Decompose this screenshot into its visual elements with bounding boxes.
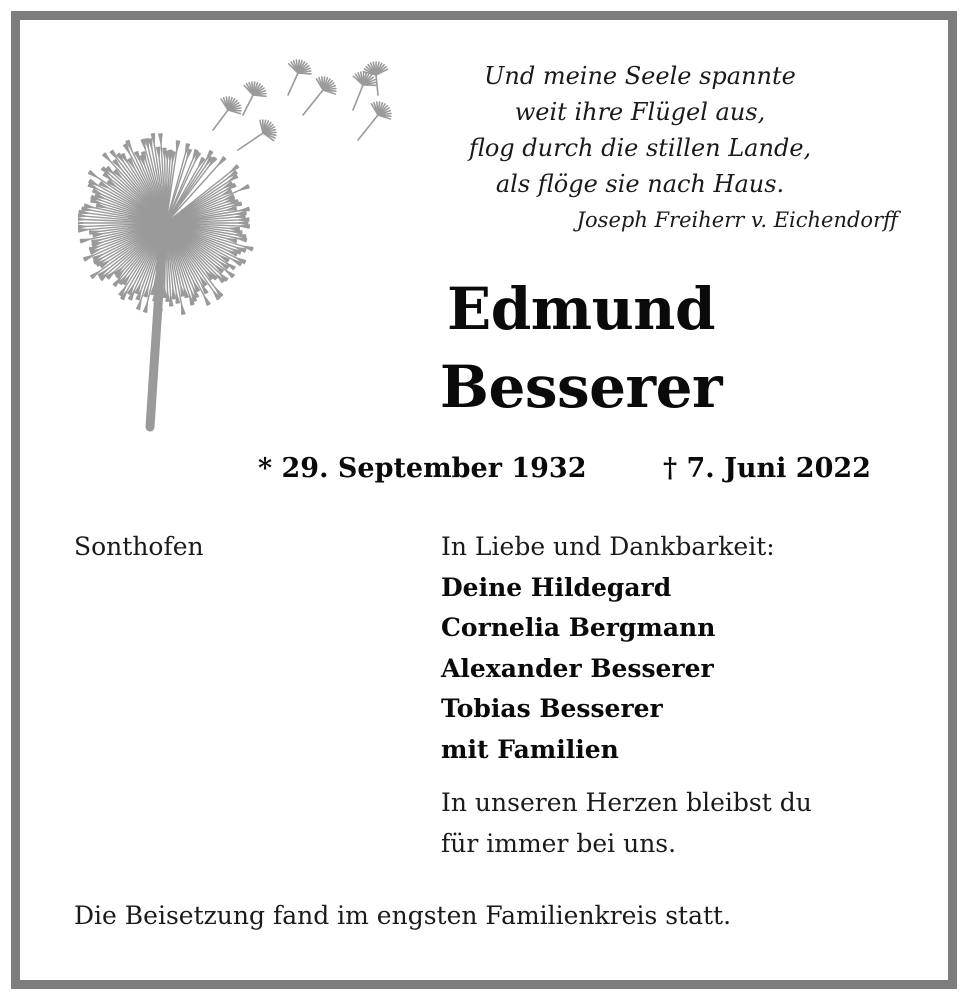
deceased-name: [400, 270, 762, 426]
deceased-first-name: Edmund: [446, 275, 716, 343]
mourner-name: Alexander Besserer: [441, 653, 714, 683]
mourner-name: mit Familien: [441, 734, 619, 764]
deceased-last-name: Besserer: [439, 353, 723, 421]
poem-author: Joseph Freiherr v. Eichendorff: [576, 208, 898, 232]
poem-line: flog durch die stillen Lande,: [468, 134, 812, 162]
mourner-name: Deine Hildegard: [441, 572, 672, 602]
closing-text: [441, 783, 911, 864]
place: Sonthofen: [74, 532, 204, 561]
dandelion-icon: [78, 55, 408, 435]
life-dates: [258, 449, 908, 489]
closing-line: In unseren Herzen bleibst du: [441, 788, 812, 817]
poem-line: als flöge sie nach Haus.: [495, 170, 785, 198]
closing-line: für immer bei uns.: [441, 828, 677, 858]
mourners-intro: In Liebe und Dankbarkeit:: [441, 532, 775, 561]
funeral-note: Die Beisetzung fand im engsten Familienkreis statt.: [74, 901, 732, 930]
mourners: [441, 527, 911, 770]
poem: [420, 58, 860, 202]
poem-line: Und meine Seele spannte: [484, 62, 796, 90]
birth-date: * 29. September 1932: [258, 453, 587, 484]
death-date: † 7. Juni 2022: [663, 453, 871, 484]
mourner-name: Tobias Besserer: [441, 694, 663, 723]
poem-line: weit ihre Flügel aus,: [514, 98, 766, 126]
mourner-name: Cornelia Bergmann: [441, 613, 716, 642]
